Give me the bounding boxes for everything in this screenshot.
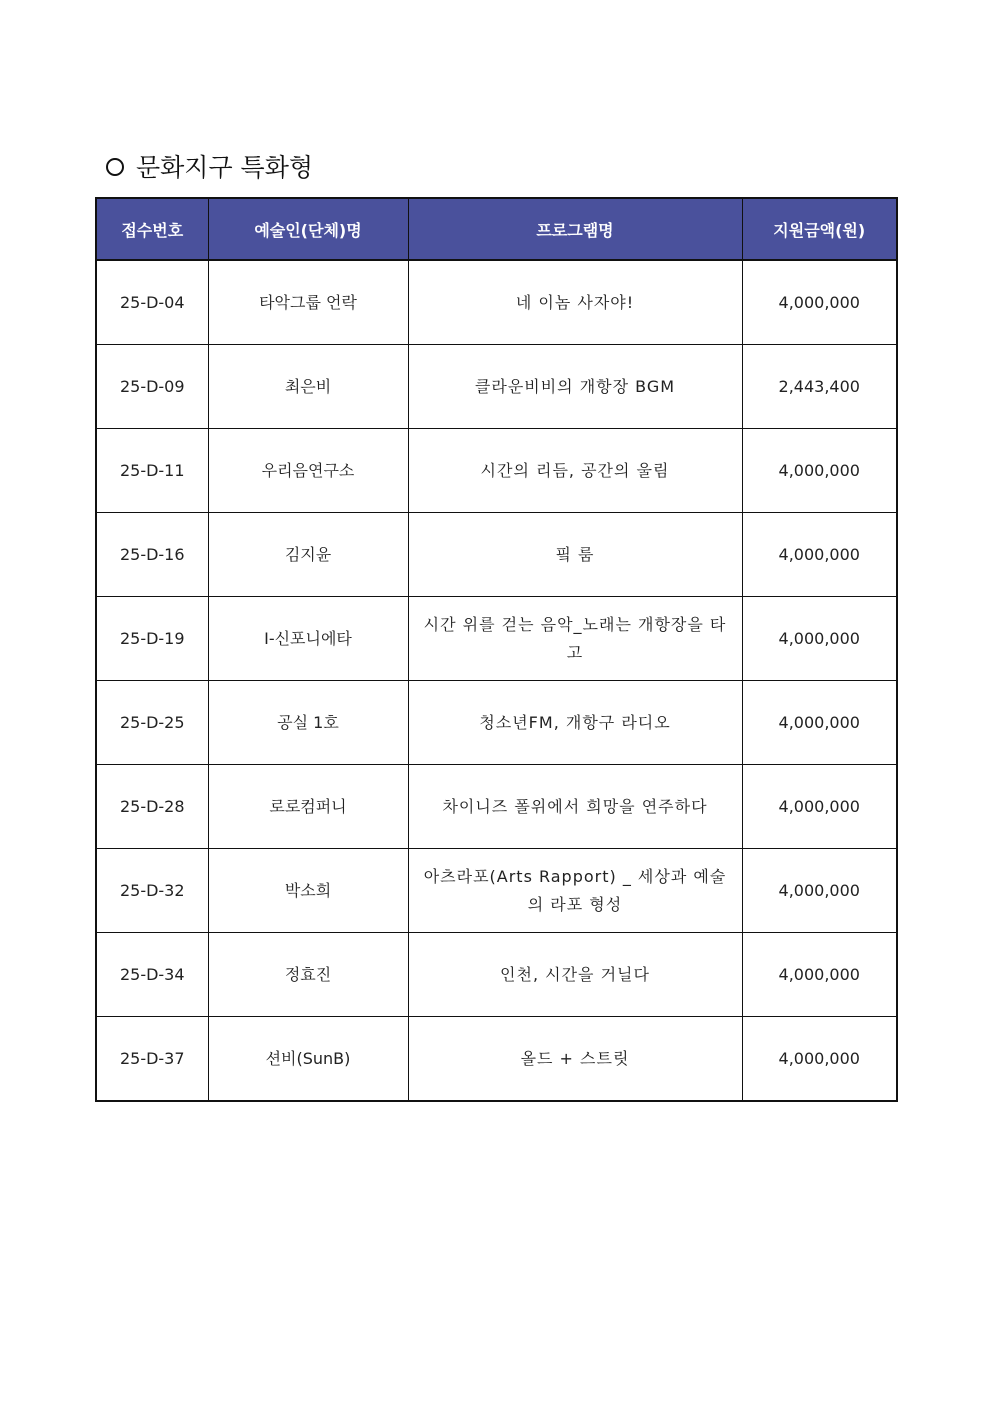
- cell-receipt-number: 25-D-32: [96, 849, 208, 933]
- header-support-amount: 지원금액(원): [742, 198, 897, 260]
- cell-support-amount: 4,000,000: [742, 933, 897, 1017]
- cell-support-amount: 2,443,400: [742, 345, 897, 429]
- cell-program-name: 아츠라포(Arts Rapport) _ 세상과 예술의 라포 형성: [408, 849, 742, 933]
- cell-receipt-number: 25-D-25: [96, 681, 208, 765]
- table-row: [96, 1017, 897, 1102]
- cell-artist-name: 션비(SunB): [208, 1017, 408, 1102]
- cell-support-amount: 4,000,000: [742, 597, 897, 681]
- cell-artist-name: 김지윤: [208, 513, 408, 597]
- table-row: [96, 429, 897, 513]
- table-row: [96, 681, 897, 765]
- table-header-row: [96, 198, 897, 260]
- section-title-text: 문화지구 특화형: [136, 153, 313, 182]
- cell-artist-name: 박소희: [208, 849, 408, 933]
- cell-receipt-number: 25-D-04: [96, 260, 208, 345]
- cell-support-amount: 4,000,000: [742, 681, 897, 765]
- cell-program-name: 핔 룸: [408, 513, 742, 597]
- cell-program-name: 청소년FM, 개항구 라디오: [408, 681, 742, 765]
- cell-artist-name: 정효진: [208, 933, 408, 1017]
- cell-support-amount: 4,000,000: [742, 1017, 897, 1102]
- table-row: [96, 765, 897, 849]
- cell-program-name: 클라운비비의 개항장 BGM: [408, 345, 742, 429]
- cell-program-name: 올드 + 스트릿: [408, 1017, 742, 1102]
- cell-artist-name: 최은비: [208, 345, 408, 429]
- table-row: [96, 513, 897, 597]
- cell-receipt-number: 25-D-11: [96, 429, 208, 513]
- cell-support-amount: 4,000,000: [742, 429, 897, 513]
- cell-program-name: 시간 위를 걷는 음악_노래는 개항장을 타고: [408, 597, 742, 681]
- cell-support-amount: 4,000,000: [742, 260, 897, 345]
- table-row: [96, 597, 897, 681]
- cell-support-amount: 4,000,000: [742, 849, 897, 933]
- cell-artist-name: I-신포니에타: [208, 597, 408, 681]
- table-row: [96, 933, 897, 1017]
- cell-program-name: 시간의 리듬, 공간의 울림: [408, 429, 742, 513]
- table-row: [96, 849, 897, 933]
- cell-artist-name: 공실 1호: [208, 681, 408, 765]
- cell-artist-name: 타악그룹 언락: [208, 260, 408, 345]
- cell-receipt-number: 25-D-16: [96, 513, 208, 597]
- cell-artist-name: 우리음연구소: [208, 429, 408, 513]
- table-row: [96, 260, 897, 345]
- section-title: [106, 148, 313, 188]
- header-receipt-number: 접수번호: [96, 198, 208, 260]
- header-program-name: 프로그램명: [408, 198, 742, 260]
- cell-program-name: 인천, 시간을 거닐다: [408, 933, 742, 1017]
- header-artist-name: 예술인(단체)명: [208, 198, 408, 260]
- cell-program-name: 차이니즈 폴위에서 희망을 연주하다: [408, 765, 742, 849]
- cell-receipt-number: 25-D-28: [96, 765, 208, 849]
- cell-artist-name: 로로컴퍼니: [208, 765, 408, 849]
- cell-receipt-number: 25-D-34: [96, 933, 208, 1017]
- cell-support-amount: 4,000,000: [742, 765, 897, 849]
- cell-support-amount: 4,000,000: [742, 513, 897, 597]
- circle-bullet-icon: [106, 158, 124, 176]
- table-row: [96, 345, 897, 429]
- cell-receipt-number: 25-D-09: [96, 345, 208, 429]
- cell-receipt-number: 25-D-37: [96, 1017, 208, 1102]
- cell-receipt-number: 25-D-19: [96, 597, 208, 681]
- grant-table: [95, 197, 898, 1102]
- cell-program-name: 네 이놈 사자야!: [408, 260, 742, 345]
